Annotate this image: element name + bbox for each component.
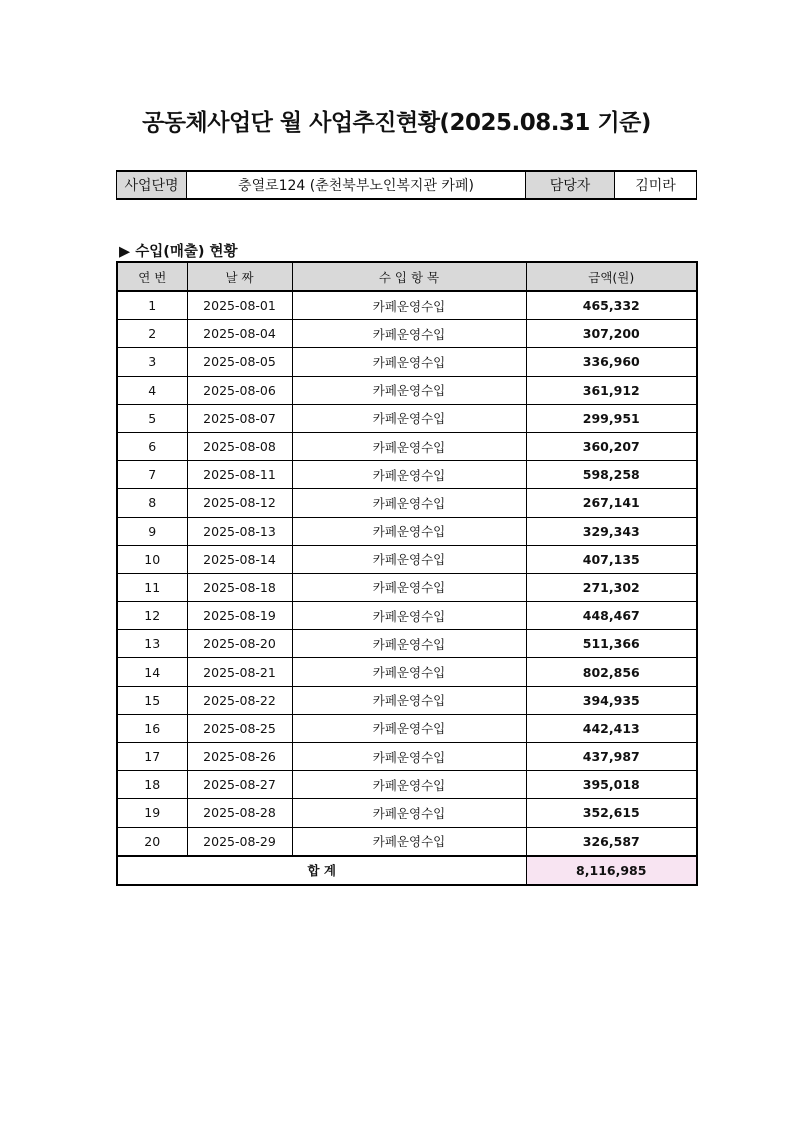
row-date: 2025-08-18 <box>187 573 292 601</box>
header-no: 연 번 <box>117 262 187 291</box>
row-amount: 511,366 <box>526 630 697 658</box>
table-row <box>117 799 697 827</box>
row-number: 6 <box>117 432 187 460</box>
row-item: 카페운영수입 <box>292 743 526 771</box>
table-row <box>117 376 697 404</box>
row-amount: 465,332 <box>526 291 697 320</box>
row-item: 카페운영수입 <box>292 771 526 799</box>
total-row <box>117 856 697 885</box>
row-item: 카페운영수입 <box>292 489 526 517</box>
table-row <box>117 320 697 348</box>
table-row <box>117 827 697 856</box>
row-amount: 360,207 <box>526 432 697 460</box>
row-item: 카페운영수입 <box>292 432 526 460</box>
manager-label: 담당자 <box>526 171 615 199</box>
row-number: 17 <box>117 743 187 771</box>
document-title: 공동체사업단 월 사업추진현황(2025.08.31 기준) <box>142 110 651 136</box>
row-number: 10 <box>117 545 187 573</box>
row-item: 카페운영수입 <box>292 376 526 404</box>
table-row <box>117 771 697 799</box>
table-row <box>117 432 697 460</box>
row-item: 카페운영수입 <box>292 573 526 601</box>
table-row <box>117 743 697 771</box>
total-amount: 8,116,985 <box>526 856 697 885</box>
row-date: 2025-08-11 <box>187 461 292 489</box>
row-number: 13 <box>117 630 187 658</box>
row-item: 카페운영수입 <box>292 827 526 856</box>
table-row <box>117 714 697 742</box>
row-item: 카페운영수입 <box>292 461 526 489</box>
row-amount: 407,135 <box>526 545 697 573</box>
org-name: 충열로124 (춘천북부노인복지관 카페) <box>187 171 526 199</box>
row-amount: 394,935 <box>526 686 697 714</box>
row-amount: 437,987 <box>526 743 697 771</box>
row-date: 2025-08-06 <box>187 376 292 404</box>
table-body <box>117 291 697 856</box>
table-row <box>117 630 697 658</box>
row-date: 2025-08-22 <box>187 686 292 714</box>
row-number: 15 <box>117 686 187 714</box>
row-amount: 271,302 <box>526 573 697 601</box>
row-number: 20 <box>117 827 187 856</box>
row-date: 2025-08-12 <box>187 489 292 517</box>
row-number: 7 <box>117 461 187 489</box>
org-label: 사업단명 <box>117 171 187 199</box>
table-row <box>117 291 697 320</box>
table-row <box>117 348 697 376</box>
table-row <box>117 404 697 432</box>
table-row <box>117 573 697 601</box>
header-amount: 금액(원) <box>526 262 697 291</box>
row-number: 12 <box>117 602 187 630</box>
row-amount: 361,912 <box>526 376 697 404</box>
row-amount: 442,413 <box>526 714 697 742</box>
row-amount: 329,343 <box>526 517 697 545</box>
row-item: 카페운영수입 <box>292 686 526 714</box>
row-date: 2025-08-28 <box>187 799 292 827</box>
manager-name: 김미라 <box>615 171 697 199</box>
row-date: 2025-08-20 <box>187 630 292 658</box>
row-amount: 307,200 <box>526 320 697 348</box>
row-amount: 395,018 <box>526 771 697 799</box>
row-date: 2025-08-05 <box>187 348 292 376</box>
business-info-table <box>116 170 697 200</box>
row-item: 카페운영수입 <box>292 320 526 348</box>
header-item: 수 입 항 목 <box>292 262 526 291</box>
total-label: 합 계 <box>117 856 526 885</box>
row-date: 2025-08-21 <box>187 658 292 686</box>
row-item: 카페운영수입 <box>292 714 526 742</box>
row-number: 9 <box>117 517 187 545</box>
business-info-row <box>117 171 697 199</box>
row-date: 2025-08-01 <box>187 291 292 320</box>
row-item: 카페운영수입 <box>292 517 526 545</box>
row-item: 카페운영수입 <box>292 658 526 686</box>
row-date: 2025-08-19 <box>187 602 292 630</box>
table-row <box>117 602 697 630</box>
row-amount: 802,856 <box>526 658 697 686</box>
row-item: 카페운영수입 <box>292 602 526 630</box>
row-date: 2025-08-29 <box>187 827 292 856</box>
row-number: 2 <box>117 320 187 348</box>
table-row <box>117 517 697 545</box>
row-date: 2025-08-13 <box>187 517 292 545</box>
row-number: 16 <box>117 714 187 742</box>
table-row <box>117 461 697 489</box>
table-row <box>117 545 697 573</box>
row-number: 18 <box>117 771 187 799</box>
row-number: 19 <box>117 799 187 827</box>
row-amount: 352,615 <box>526 799 697 827</box>
row-date: 2025-08-07 <box>187 404 292 432</box>
row-item: 카페운영수입 <box>292 545 526 573</box>
row-number: 3 <box>117 348 187 376</box>
row-amount: 448,467 <box>526 602 697 630</box>
row-number: 14 <box>117 658 187 686</box>
row-item: 카페운영수입 <box>292 348 526 376</box>
table-row <box>117 686 697 714</box>
row-amount: 598,258 <box>526 461 697 489</box>
header-date: 날 짜 <box>187 262 292 291</box>
row-date: 2025-08-25 <box>187 714 292 742</box>
row-amount: 299,951 <box>526 404 697 432</box>
row-date: 2025-08-08 <box>187 432 292 460</box>
row-amount: 326,587 <box>526 827 697 856</box>
section-title: ▶ 수입(매출) 현황 <box>119 244 238 260</box>
table-row <box>117 658 697 686</box>
row-item: 카페운영수입 <box>292 404 526 432</box>
row-item: 카페운영수입 <box>292 630 526 658</box>
row-number: 11 <box>117 573 187 601</box>
table-row <box>117 489 697 517</box>
row-date: 2025-08-27 <box>187 771 292 799</box>
row-item: 카페운영수입 <box>292 291 526 320</box>
row-number: 5 <box>117 404 187 432</box>
row-amount: 267,141 <box>526 489 697 517</box>
row-number: 8 <box>117 489 187 517</box>
row-date: 2025-08-04 <box>187 320 292 348</box>
income-table <box>116 261 698 886</box>
row-amount: 336,960 <box>526 348 697 376</box>
row-date: 2025-08-26 <box>187 743 292 771</box>
row-item: 카페운영수입 <box>292 799 526 827</box>
row-number: 4 <box>117 376 187 404</box>
table-header-row <box>117 262 697 291</box>
row-number: 1 <box>117 291 187 320</box>
row-date: 2025-08-14 <box>187 545 292 573</box>
